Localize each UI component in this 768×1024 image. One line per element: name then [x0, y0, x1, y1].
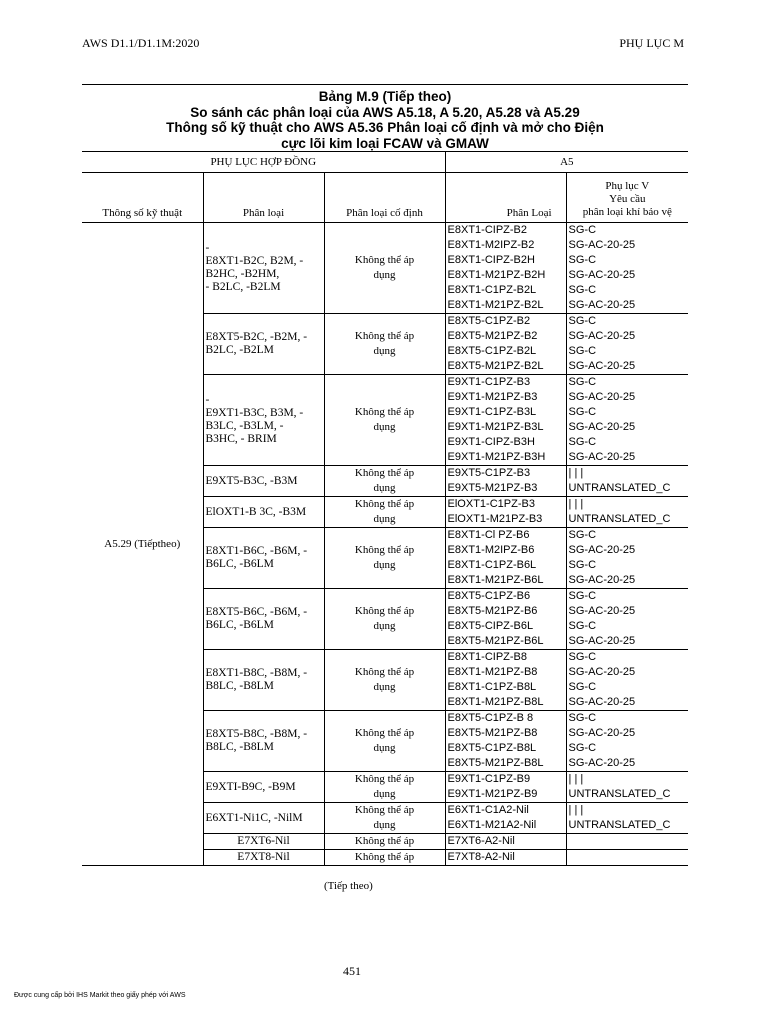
classification-cell: E6XT1-Ni1C, -NilM — [203, 803, 324, 834]
open-classification-value: E8XT1-CIPZ-B8 — [447, 651, 527, 663]
open-classification-value: E8XT1-C1PZ-B2L — [447, 284, 537, 296]
col-header-shielding-line-1: Phụ lục V — [605, 180, 650, 192]
fixed-classification-cell: Không thể áp dụng — [324, 314, 445, 375]
open-classification-cell — [445, 772, 566, 803]
classification-cell: - E9XT1-B3C, B3M, - B3LC, -B3LM, - B3HC, - BRIM — [203, 375, 324, 466]
shielding-gas-value: SG-AC-20-25 — [568, 635, 636, 647]
shielding-gas-cell — [566, 650, 688, 711]
open-classification-cell — [445, 589, 566, 650]
classification-cell: ElOXT1-B 3C, -B3M — [203, 497, 324, 528]
running-header-left: AWS D1.1/D1.1M:2020 — [82, 36, 200, 50]
shielding-gas-cell — [566, 834, 688, 850]
open-classification-value: E9XT1-M21PZ-B3L — [447, 421, 544, 433]
shielding-gas-value: SG-C — [568, 345, 597, 357]
fixed-classification-cell: Không thể áp — [324, 850, 445, 866]
open-classification-cell — [445, 314, 566, 375]
open-classification-value: E8XT5-M21PZ-B2 — [447, 330, 538, 342]
shielding-gas-value: SG-AC-20-25 — [568, 696, 636, 708]
shielding-gas-value: UNTRANSLATED_C — [568, 788, 671, 800]
classification-cell: E8XT5-B6C, -B6M, - B6LC, -B6LM — [203, 589, 324, 650]
open-classification-cell — [445, 375, 566, 466]
open-classification-cell — [445, 650, 566, 711]
title-line-4: cực lõi kim loại FCAW và GMAW — [281, 135, 489, 151]
shielding-gas-value: SG-C — [568, 681, 597, 693]
open-classification-value: E9XT1-CIPZ-B3H — [447, 436, 535, 448]
fixed-classification-cell: Không thể áp dụng — [324, 589, 445, 650]
shielding-gas-value: SG-AC-20-25 — [568, 451, 636, 463]
classification-cell: E9XT5-B3C, -B3M — [203, 466, 324, 497]
group-header-contract-annex: PHỤ LỤC HỢP ĐỒNG — [82, 152, 445, 173]
shielding-gas-cell — [566, 528, 688, 589]
shielding-gas-value: SG-AC-20-25 — [568, 239, 636, 251]
shielding-gas-cell — [566, 497, 688, 528]
shielding-gas-value: SG-C — [568, 224, 597, 236]
footer-license-note: Được cung cấp bởi IHS Markit theo giấy phép với AWS — [14, 992, 186, 999]
shielding-gas-value: SG-C — [568, 620, 597, 632]
shielding-gas-value: SG-AC-20-25 — [568, 299, 636, 311]
open-classification-value: E9XT5-M21PZ-B3 — [447, 482, 538, 494]
open-classification-value: E8XT1-Cl PZ-B6 — [447, 529, 530, 541]
shielding-gas-value: | | | — [568, 804, 584, 816]
open-classification-value: E8XT1-CIPZ-B2H — [447, 254, 535, 266]
running-header-right: PHỤ LỤC M — [619, 36, 684, 50]
page-number: 451 — [343, 964, 361, 978]
open-classification-value: E8XT5-C1PZ-B 8 — [447, 712, 534, 724]
open-classification-value: E8XT5-CIPZ-B6L — [447, 620, 534, 632]
shielding-gas-cell — [566, 803, 688, 834]
shielding-gas-cell — [566, 711, 688, 772]
open-classification-value: E8XT5-C1PZ-B2 — [447, 315, 531, 327]
shielding-gas-value: SG-C — [568, 590, 597, 602]
shielding-gas-value: SG-AC-20-25 — [568, 269, 636, 281]
fixed-classification-cell: Không thể áp dụng — [324, 497, 445, 528]
col-header-shielding — [566, 173, 688, 223]
open-classification-value: E8XT1-C1PZ-B6L — [447, 559, 537, 571]
continued-note: (Tiếp theo) — [324, 880, 373, 892]
shielding-gas-value: | | | — [568, 498, 584, 510]
table-body — [82, 223, 688, 866]
open-classification-value: E8XT1-M21PZ-B2H — [447, 269, 546, 281]
comparison-table — [82, 151, 688, 866]
shielding-gas-cell — [566, 850, 688, 866]
shielding-gas-value: SG-C — [568, 712, 597, 724]
shielding-gas-value: SG-C — [568, 406, 597, 418]
col-header-fixed: Phân loại cố định — [324, 173, 445, 223]
classification-cell: E8XT1-B8C, -B8M, - B8LC, -B8LM — [203, 650, 324, 711]
header-group-row — [82, 152, 688, 173]
open-classification-cell — [445, 834, 566, 850]
shielding-gas-value: SG-AC-20-25 — [568, 666, 636, 678]
shielding-gas-value: | | | — [568, 467, 584, 479]
fixed-classification-cell: Không thể áp dụng — [324, 528, 445, 589]
title-line-2: So sánh các phân loại của AWS A5.18, A 5.20, A5.28 và A5.29 — [190, 104, 580, 120]
open-classification-value: E8XT5-C1PZ-B6 — [447, 590, 531, 602]
shielding-gas-value: UNTRANSLATED_C — [568, 482, 671, 494]
shielding-gas-value — [569, 850, 687, 865]
col-header-open: Phân Loại — [445, 173, 566, 223]
title-line-3: Thông số kỹ thuật cho AWS A5.36 Phân loại cố định và mở cho Điện — [166, 120, 604, 135]
shielding-gas-value: SG-C — [568, 284, 597, 296]
shielding-gas-value: SG-C — [568, 559, 597, 571]
open-classification-cell — [445, 528, 566, 589]
shielding-gas-value: UNTRANSLATED_C — [568, 819, 671, 831]
classification-cell: E7XT6-Nil — [203, 834, 324, 850]
open-classification-value: E7XT6-A2-Nil — [447, 835, 515, 847]
open-classification-value: E8XT1-C1PZ-B8L — [447, 681, 537, 693]
open-classification-value: E6XT1-C1A2-Nil — [447, 804, 529, 816]
open-classification-value: E9XT1-C1PZ-B9 — [447, 773, 531, 785]
shielding-gas-value — [569, 834, 687, 849]
classification-cell: - E8XT1-B2C, B2M, - B2HC, -B2HM, - B2LC, -B2LM — [203, 223, 324, 314]
open-classification-value: E8XT5-M21PZ-B8 — [447, 727, 538, 739]
open-classification-cell — [445, 223, 566, 314]
shielding-gas-cell — [566, 223, 688, 314]
shielding-gas-value: SG-AC-20-25 — [568, 544, 636, 556]
fixed-classification-cell: Không thể áp — [324, 834, 445, 850]
shielding-gas-cell — [566, 589, 688, 650]
shielding-gas-value: SG-AC-20-25 — [568, 330, 636, 342]
classification-cell: E8XT1-B6C, -B6M, - B6LC, -B6LM — [203, 528, 324, 589]
shielding-gas-value: SG-AC-20-25 — [568, 360, 636, 372]
open-classification-value: E8XT1-M2IPZ-B6 — [447, 544, 535, 556]
shielding-gas-value: SG-C — [568, 376, 597, 388]
shielding-gas-value: SG-C — [568, 529, 597, 541]
open-classification-value: E9XT5-C1PZ-B3 — [447, 467, 531, 479]
classification-cell: E7XT8-Nil — [203, 850, 324, 866]
open-classification-value: E8XT1-M2IPZ-B2 — [447, 239, 535, 251]
col-header-classification: Phân loại — [203, 173, 324, 223]
shielding-gas-value: SG-AC-20-25 — [568, 605, 636, 617]
shielding-gas-value: SG-AC-20-25 — [568, 757, 636, 769]
shielding-gas-value: | | | — [568, 773, 584, 785]
open-classification-cell — [445, 497, 566, 528]
open-classification-value: E9XT1-M21PZ-B3 — [447, 391, 538, 403]
classification-cell: E8XT5-B8C, -B8M, - B8LC, -B8LM — [203, 711, 324, 772]
top-rule — [82, 84, 688, 85]
shielding-gas-value: SG-AC-20-25 — [568, 574, 636, 586]
open-classification-cell — [445, 803, 566, 834]
open-classification-value: E8XT5-M21PZ-B6 — [447, 605, 538, 617]
col-header-spec: Thông số kỹ thuật — [82, 173, 203, 223]
open-classification-value: E8XT1-CIPZ-B2 — [447, 224, 527, 236]
shielding-gas-value: SG-C — [568, 315, 597, 327]
fixed-classification-cell: Không thể áp dụng — [324, 650, 445, 711]
open-classification-value: E7XT8-A2-Nil — [447, 851, 515, 863]
shielding-gas-value: SG-C — [568, 651, 597, 663]
shielding-gas-cell — [566, 466, 688, 497]
shielding-gas-value: SG-C — [568, 254, 597, 266]
open-classification-value: E8XT1-M21PZ-B6L — [447, 574, 544, 586]
open-classification-cell — [445, 850, 566, 866]
table-title — [82, 89, 688, 151]
fixed-classification-cell: Không thể áp dụng — [324, 375, 445, 466]
open-classification-value: E8XT5-C1PZ-B8L — [447, 742, 537, 754]
shielding-gas-value: SG-AC-20-25 — [568, 391, 636, 403]
fixed-classification-cell: Không thể áp dụng — [324, 772, 445, 803]
open-classification-value: ElOXT1-C1PZ-B3 — [447, 498, 535, 510]
table-row — [82, 223, 688, 314]
shielding-gas-value: UNTRANSLATED_C — [568, 513, 671, 525]
shielding-gas-value: SG-C — [568, 742, 597, 754]
shielding-gas-cell — [566, 772, 688, 803]
open-classification-value: ElOXT1-M21PZ-B3 — [447, 513, 543, 525]
classification-cell: E9XTI-B9C, -B9M — [203, 772, 324, 803]
open-classification-value: E8XT5-M21PZ-B6L — [447, 635, 544, 647]
open-classification-value: E9XT1-M21PZ-B9 — [447, 788, 538, 800]
fixed-classification-cell: Không thể áp dụng — [324, 803, 445, 834]
header-columns-row — [82, 173, 688, 223]
spec-cell: A5.29 (Tiếptheo) — [82, 223, 203, 866]
shielding-gas-cell — [566, 375, 688, 466]
col-header-shielding-line-2: Yêu cầu — [609, 193, 646, 205]
open-classification-value: E8XT1-M21PZ-B2L — [447, 299, 544, 311]
col-header-shielding-line-3: phân loại khí bảo vệ — [582, 206, 672, 218]
open-classification-value: E9XT1-C1PZ-B3 — [447, 376, 531, 388]
classification-cell: E8XT5-B2C, -B2M, - B2LC, -B2LM — [203, 314, 324, 375]
open-classification-value: E8XT1-M21PZ-B8L — [447, 696, 544, 708]
open-classification-cell — [445, 466, 566, 497]
fixed-classification-cell: Không thể áp dụng — [324, 711, 445, 772]
fixed-classification-cell: Không thể áp dụng — [324, 223, 445, 314]
open-classification-value: E8XT5-M21PZ-B8L — [447, 757, 544, 769]
shielding-gas-value: SG-C — [568, 436, 597, 448]
fixed-classification-cell: Không thể áp dụng — [324, 466, 445, 497]
open-classification-value: E8XT1-M21PZ-B8 — [447, 666, 538, 678]
group-header-a5: A5 — [445, 152, 688, 173]
open-classification-value: E8XT5-M21PZ-B2L — [447, 360, 544, 372]
open-classification-value: E6XT1-M21A2-Nil — [447, 819, 537, 831]
shielding-gas-cell — [566, 314, 688, 375]
open-classification-value: E9XT1-C1PZ-B3L — [447, 406, 537, 418]
open-classification-cell — [445, 711, 566, 772]
shielding-gas-value: SG-AC-20-25 — [568, 727, 636, 739]
title-line-1: Bảng M.9 (Tiếp theo) — [318, 89, 452, 104]
open-classification-value: E8XT5-C1PZ-B2L — [447, 345, 537, 357]
shielding-gas-value: SG-AC-20-25 — [568, 421, 636, 433]
open-classification-value: E9XT1-M21PZ-B3H — [447, 451, 546, 463]
